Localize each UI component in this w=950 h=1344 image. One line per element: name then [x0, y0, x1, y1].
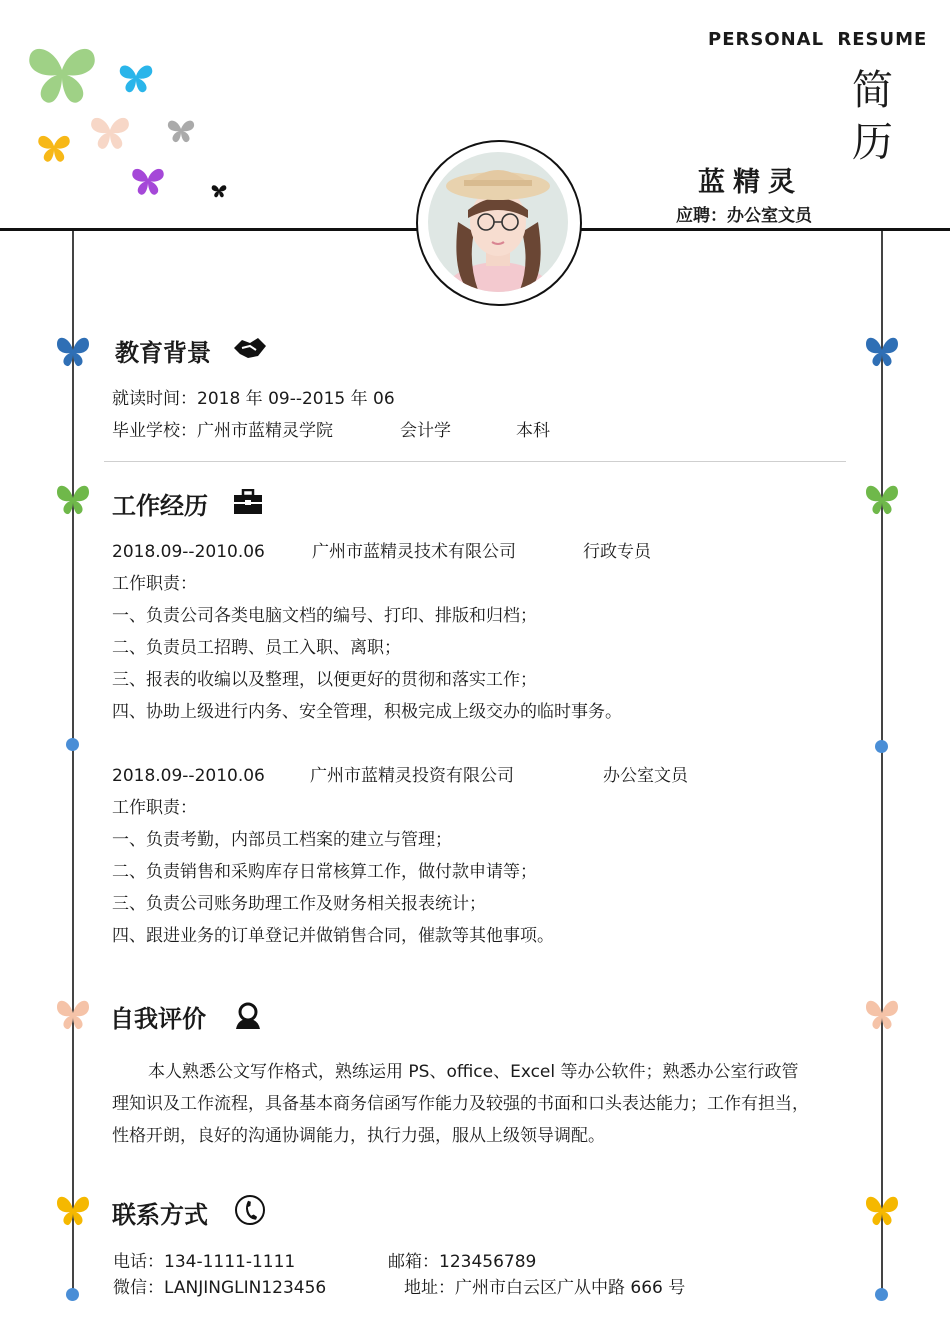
timeline-dot [875, 1288, 888, 1301]
handshake-icon [232, 334, 268, 362]
job-position: 行政专员 [583, 542, 651, 562]
job-duty-label: 工作职责： [112, 574, 197, 594]
job-company: 广州市蓝精灵技术有限公司 [312, 542, 516, 562]
job-period: 2018.09--2010.06 [112, 542, 265, 562]
butterfly-green-icon [29, 49, 95, 103]
education-degree: 本科 [516, 421, 550, 441]
butterfly-black-icon [212, 185, 227, 197]
butterfly-cyan-icon [120, 66, 153, 93]
section-title-work: 工作经历 [112, 492, 208, 520]
butterfly-grey-icon [168, 121, 194, 143]
section-title-contact: 联系方式 [112, 1201, 208, 1229]
self-evaluation-text: 本人熟悉公文写作格式，熟练运用 PS、office、Excel 等办公软件；熟悉办公室行政管理知识及工作流程，具备基本商务信函写作能力及较强的书面和口头表达能力；工作有担当，性格开朗，良好的沟通协调能力，执行力强，服从上级领导调配。 [112, 1062, 809, 1146]
job-duty-item: 三、负责公司账务助理工作及财务相关报表统计； [112, 894, 486, 914]
title-english: PERSONAL RESUME [708, 29, 928, 50]
contact-email: 邮箱：123456789 [388, 1252, 537, 1272]
job-duty-item: 二、负责销售和采购库存日常核算工作，做付款申请等； [112, 862, 537, 882]
contact-phone: 电话：134-1111-1111 [113, 1252, 296, 1272]
job-period: 2018.09--2010.06 [112, 766, 265, 786]
briefcase-icon [233, 489, 263, 515]
butterfly-yellow-icon [38, 136, 69, 162]
butterfly-peach-icon [91, 118, 129, 149]
section-title-self-evaluation: 自我评价 [110, 1005, 206, 1033]
education-period: 就读时间：2018 年 09--2015 年 06 [112, 389, 395, 409]
section-divider [104, 461, 846, 462]
candidate-name: 蓝精灵 [698, 167, 803, 198]
timeline-dot [66, 1288, 79, 1301]
education-school: 毕业学校：广州市蓝精灵学院 [112, 421, 333, 441]
person-icon [235, 1002, 261, 1030]
job-duty-item: 一、负责公司各类电脑文档的编号、打印、排版和归档； [112, 606, 537, 626]
contact-address: 地址：广州市白云区广从中路 666 号 [404, 1278, 686, 1298]
job-duty-label: 工作职责： [112, 798, 197, 818]
job-duty-item: 一、负责考勤，内部员工档案的建立与管理； [112, 830, 452, 850]
title-chinese: 简历 [852, 66, 893, 166]
job-duty-item: 三、报表的收编以及整理，以便更好的贯彻和落实工作； [112, 670, 537, 690]
job-position: 办公室文员 [603, 766, 688, 786]
applied-position: 应聘：办公室文员 [676, 206, 812, 226]
right-vertical-line [881, 231, 883, 1295]
timeline-dot [66, 738, 79, 751]
job-duty-item: 二、负责员工招聘、员工入职、离职； [112, 638, 401, 658]
phone-icon [234, 1194, 266, 1226]
timeline-dot [875, 740, 888, 753]
contact-wechat: 微信：LANJINGLIN123456 [113, 1278, 327, 1298]
education-major: 会计学 [400, 421, 451, 441]
job-duty-item: 四、跟进业务的订单登记并做销售合同，催款等其他事项。 [112, 926, 554, 946]
avatar [428, 152, 568, 292]
job-duty-item: 四、协助上级进行内务、安全管理，积极完成上级交办的临时事务。 [112, 702, 622, 722]
butterfly-cluster-decoration [24, 36, 234, 206]
left-vertical-line [72, 231, 74, 1295]
section-title-education: 教育背景 [115, 339, 211, 367]
job-company: 广州市蓝精灵投资有限公司 [310, 766, 514, 786]
butterfly-purple-icon [132, 169, 163, 195]
